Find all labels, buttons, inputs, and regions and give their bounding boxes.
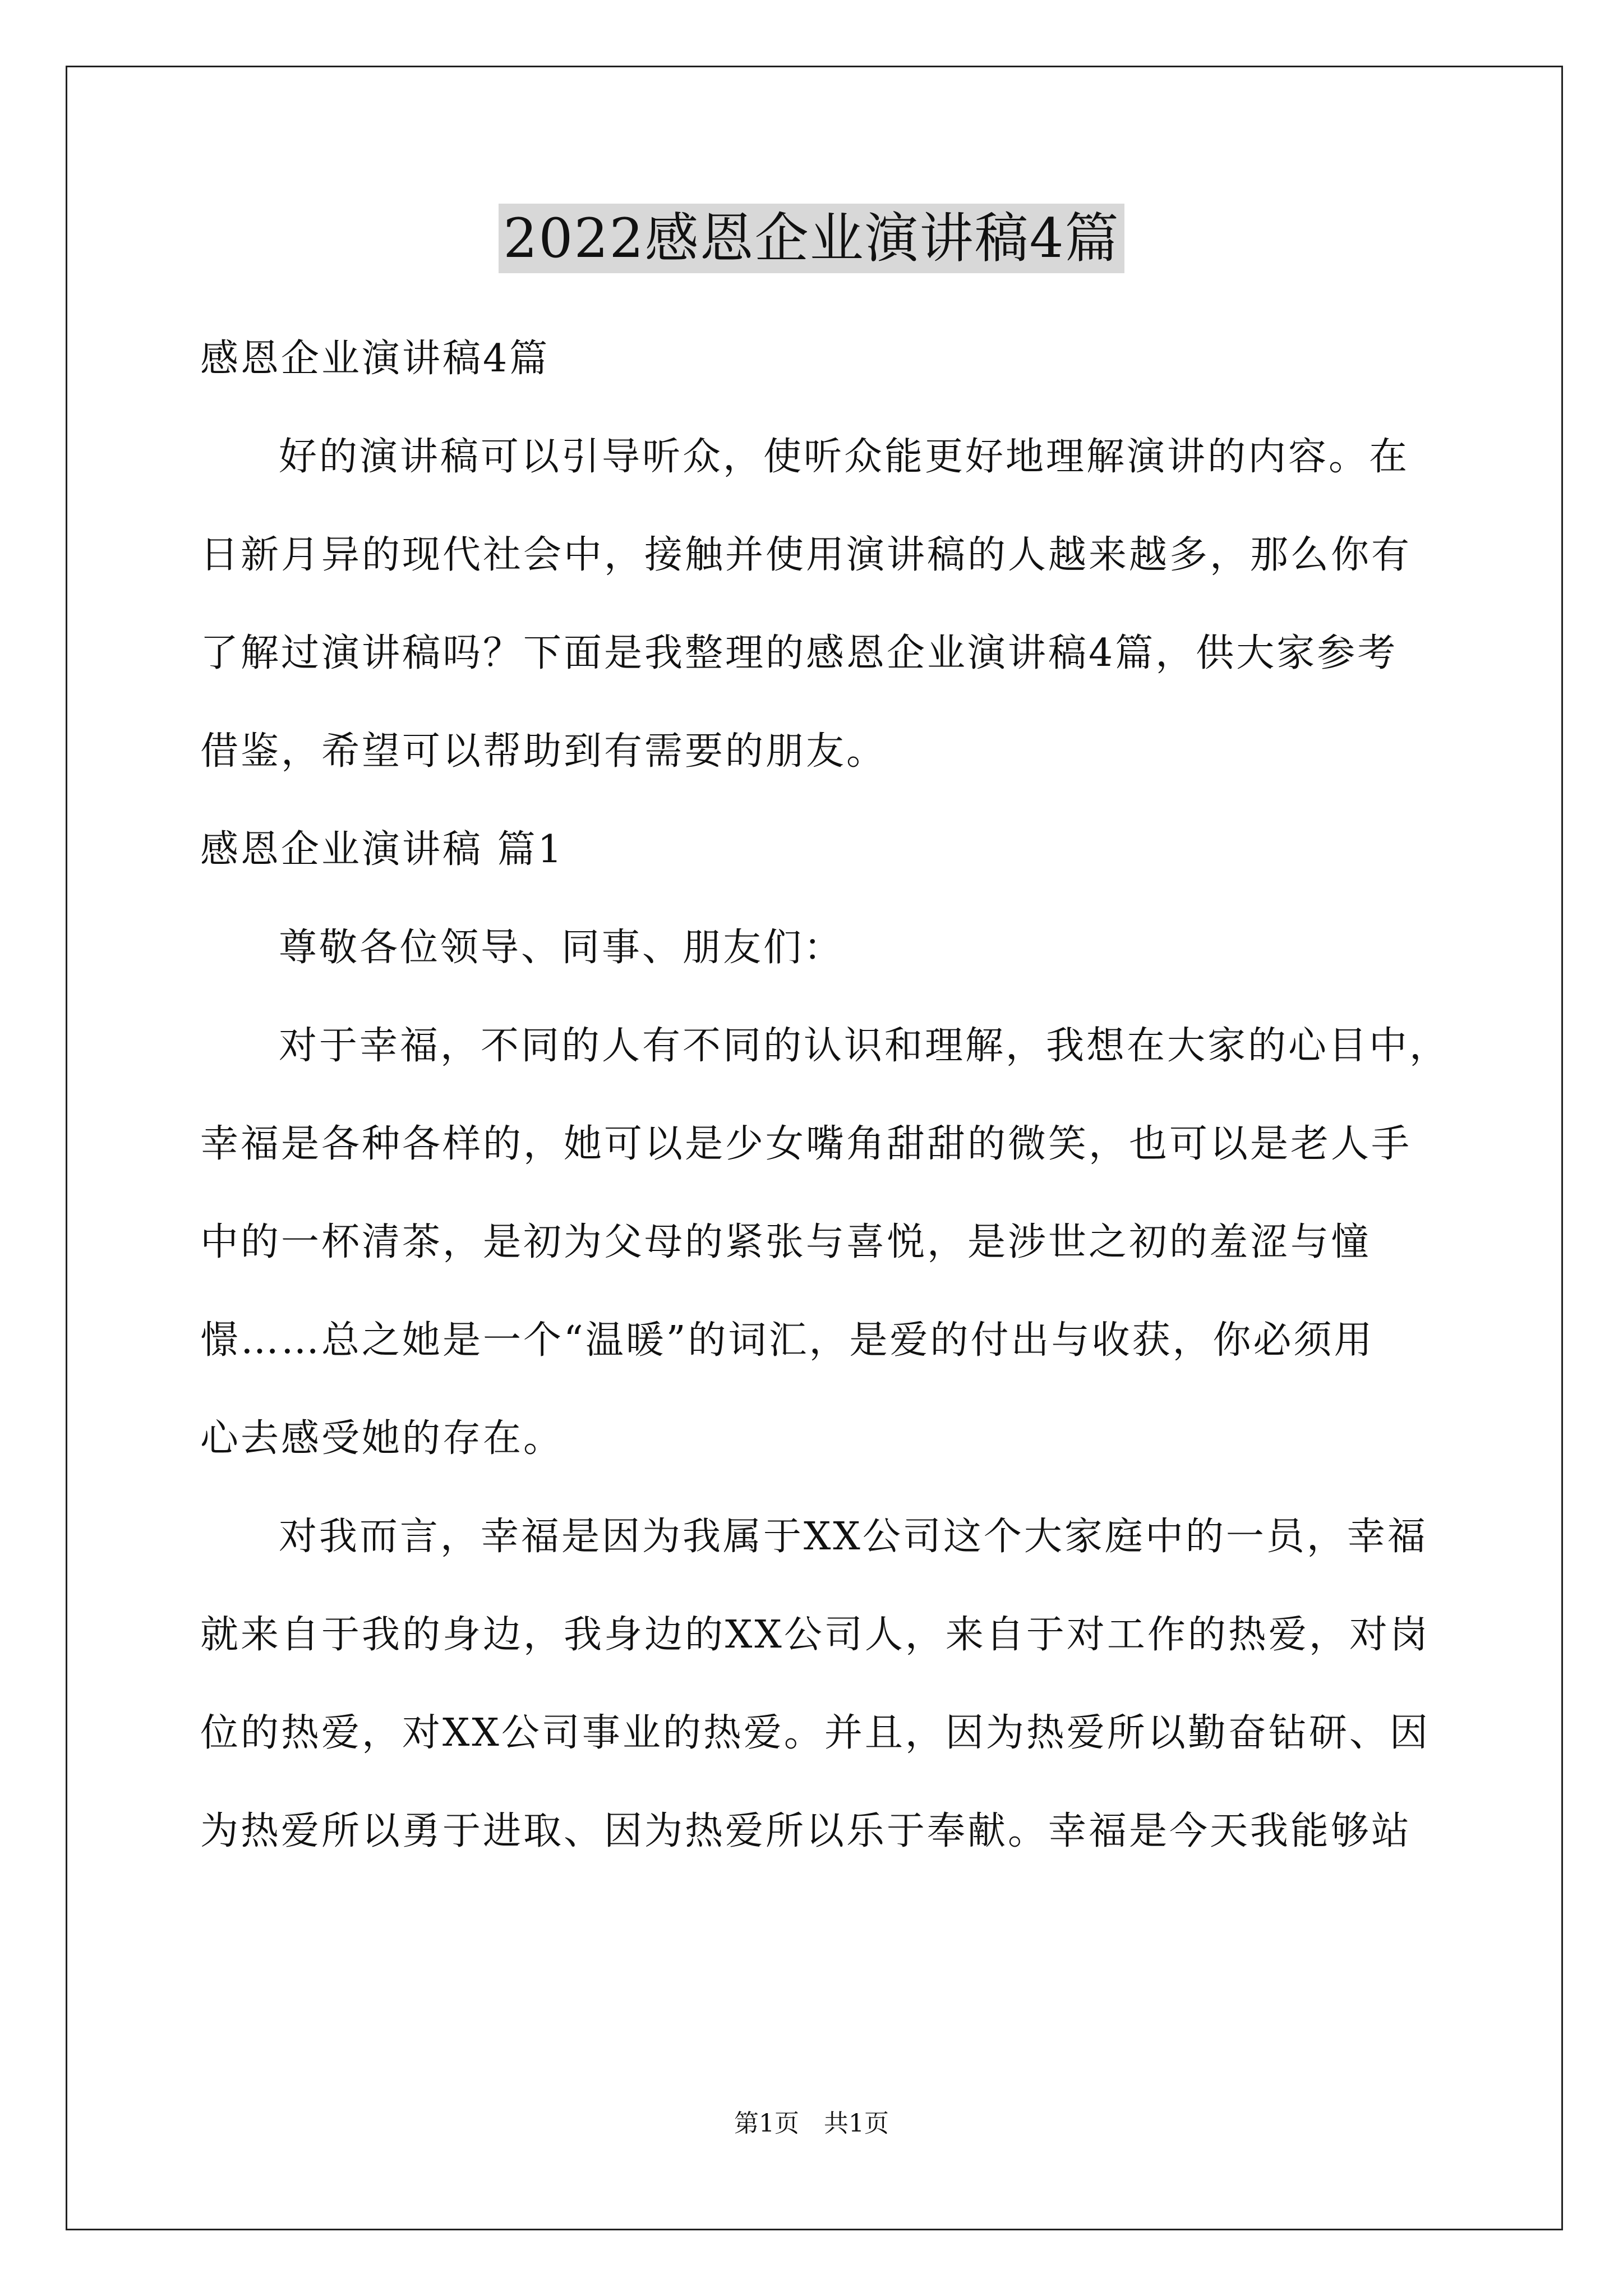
paragraph-line: 位的热爱，对XX公司事业的热爱。并且，因为热爱所以勤奋钻研、因 bbox=[200, 1711, 1430, 1755]
paragraph-line: 幸福是各种各样的，她可以是少女嘴角甜甜的微笑，也可以是老人手 bbox=[200, 1122, 1412, 1166]
section-heading: 感恩企业演讲稿 篇1 bbox=[200, 827, 564, 872]
paragraph-line: 了解过演讲稿吗？下面是我整理的感恩企业演讲稿4篇，供大家参考 bbox=[200, 631, 1398, 675]
document-title-text: 2022感恩企业演讲稿4篇 bbox=[499, 204, 1124, 273]
paragraph-line: 对于幸福，不同的人有不同的认识和理解，我想在大家的心目中， bbox=[279, 1024, 1450, 1068]
salutation-line: 尊敬各位领导、同事、朋友们： bbox=[279, 926, 845, 970]
paragraph-line: 憬……总之她是一个“温暖”的词汇，是爱的付出与收获，你必须用 bbox=[200, 1318, 1375, 1363]
paragraph-line: 好的演讲稿可以引导听众，使听众能更好地理解演讲的内容。在 bbox=[279, 435, 1410, 479]
paragraph-line: 为热爱所以勇于进取、因为热爱所以乐于奉献。幸福是今天我能够站 bbox=[200, 1809, 1412, 1853]
document-title bbox=[0, 202, 1623, 275]
paragraph-line: 借鉴，希望可以帮助到有需要的朋友。 bbox=[200, 729, 887, 774]
paragraph-line: 心去感受她的存在。 bbox=[200, 1416, 564, 1461]
document-body bbox=[200, 310, 1450, 1880]
paragraph-line: 就来自于我的身边，我身边的XX公司人，来自于对工作的热爱，对岗 bbox=[200, 1613, 1430, 1657]
page-footer: 第1页 共1页 bbox=[734, 2109, 889, 2138]
paragraph-line: 日新月异的现代社会中，接触并使用演讲稿的人越来越多，那么你有 bbox=[200, 533, 1412, 577]
paragraph-line: 对我而言，幸福是因为我属于XX公司这个大家庭中的一员，幸福 bbox=[279, 1515, 1428, 1559]
paragraph-line: 中的一杯清茶，是初为父母的紧张与喜悦，是涉世之初的羞涩与憧 bbox=[200, 1220, 1372, 1264]
subtitle-line: 感恩企业演讲稿4篇 bbox=[200, 337, 550, 381]
